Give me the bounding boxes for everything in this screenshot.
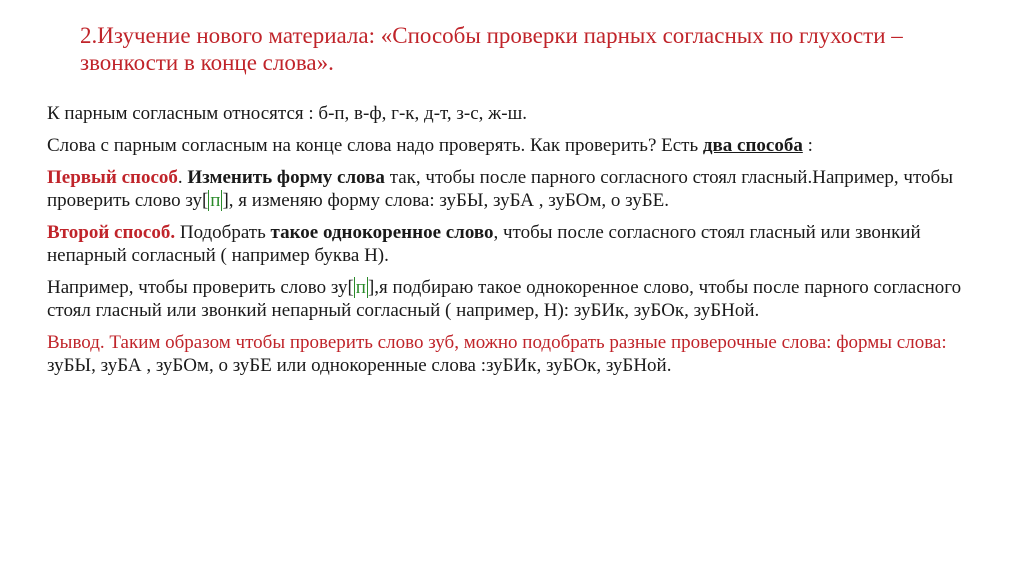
- text: , чтобы после согласного стоял гласный или звонкий непарный согласный ( например буква Н).: [47, 222, 921, 266]
- text: Подобрать: [175, 222, 271, 243]
- text: ,я подбираю такое однокоренное слово, чтобы после парного согласного стоял гласный или звонкий непарный согласный ( например, Н): зуБИк, зуБОк, зуБНой.: [47, 277, 962, 321]
- emphasis-same-root-word: такое однокоренное слово: [270, 222, 494, 243]
- bracket-open: [: [347, 277, 354, 298]
- text: .: [177, 167, 188, 188]
- text: зуБЫ, зуБА , зуБОм, о зуБЕ или однокоренные слова :зуБИк, зуБОк, зуБНой.: [47, 355, 672, 376]
- bracket-close: ]: [222, 190, 229, 211]
- paragraph-first-way: [47, 166, 967, 212]
- paragraph-paired-consonants: К парным согласным относятся : б-п, в-ф, г-к, д-т, з-с, ж-ш.: [47, 103, 527, 124]
- emphasis-change-form: Изменить форму слова: [187, 167, 385, 188]
- sound-letter: п: [355, 277, 366, 298]
- bracket-close: ]: [367, 277, 375, 298]
- paragraph-example: [47, 276, 967, 322]
- text: так, чтобы после парного согласного стоял гласный.Например, чтобы проверить слово зу: [47, 167, 953, 211]
- paragraph-second-way: [47, 221, 967, 267]
- paragraph-how-to-check: [47, 134, 967, 157]
- slide-body: [47, 102, 967, 386]
- text: Слова с парным согласным на конце слова надо проверять. Как проверить? Есть: [47, 135, 703, 156]
- label-first-way: Первый способ: [47, 167, 178, 188]
- text: :: [802, 135, 813, 156]
- sound-letter: п: [210, 190, 221, 211]
- conclusion-red-text: Вывод. Таким образом чтобы проверить слово зуб, можно подобрать разные проверочные слова: формы слова:: [47, 332, 947, 353]
- slide-title: 2.Изучение нового материала: «Способы проверки парных согласных по глухости – звонкости в конце слова».: [80, 23, 903, 75]
- text: Например, чтобы проверить слово зу: [47, 277, 348, 298]
- paragraph-conclusion: [47, 331, 967, 377]
- emphasis-two-ways: два способа: [702, 135, 803, 156]
- bracket-open: [: [201, 190, 209, 211]
- text: , я изменяю форму слова: зуБЫ, зуБА , зуБОм, о зуБЕ.: [228, 190, 669, 211]
- label-second-way: Второй способ.: [47, 222, 176, 243]
